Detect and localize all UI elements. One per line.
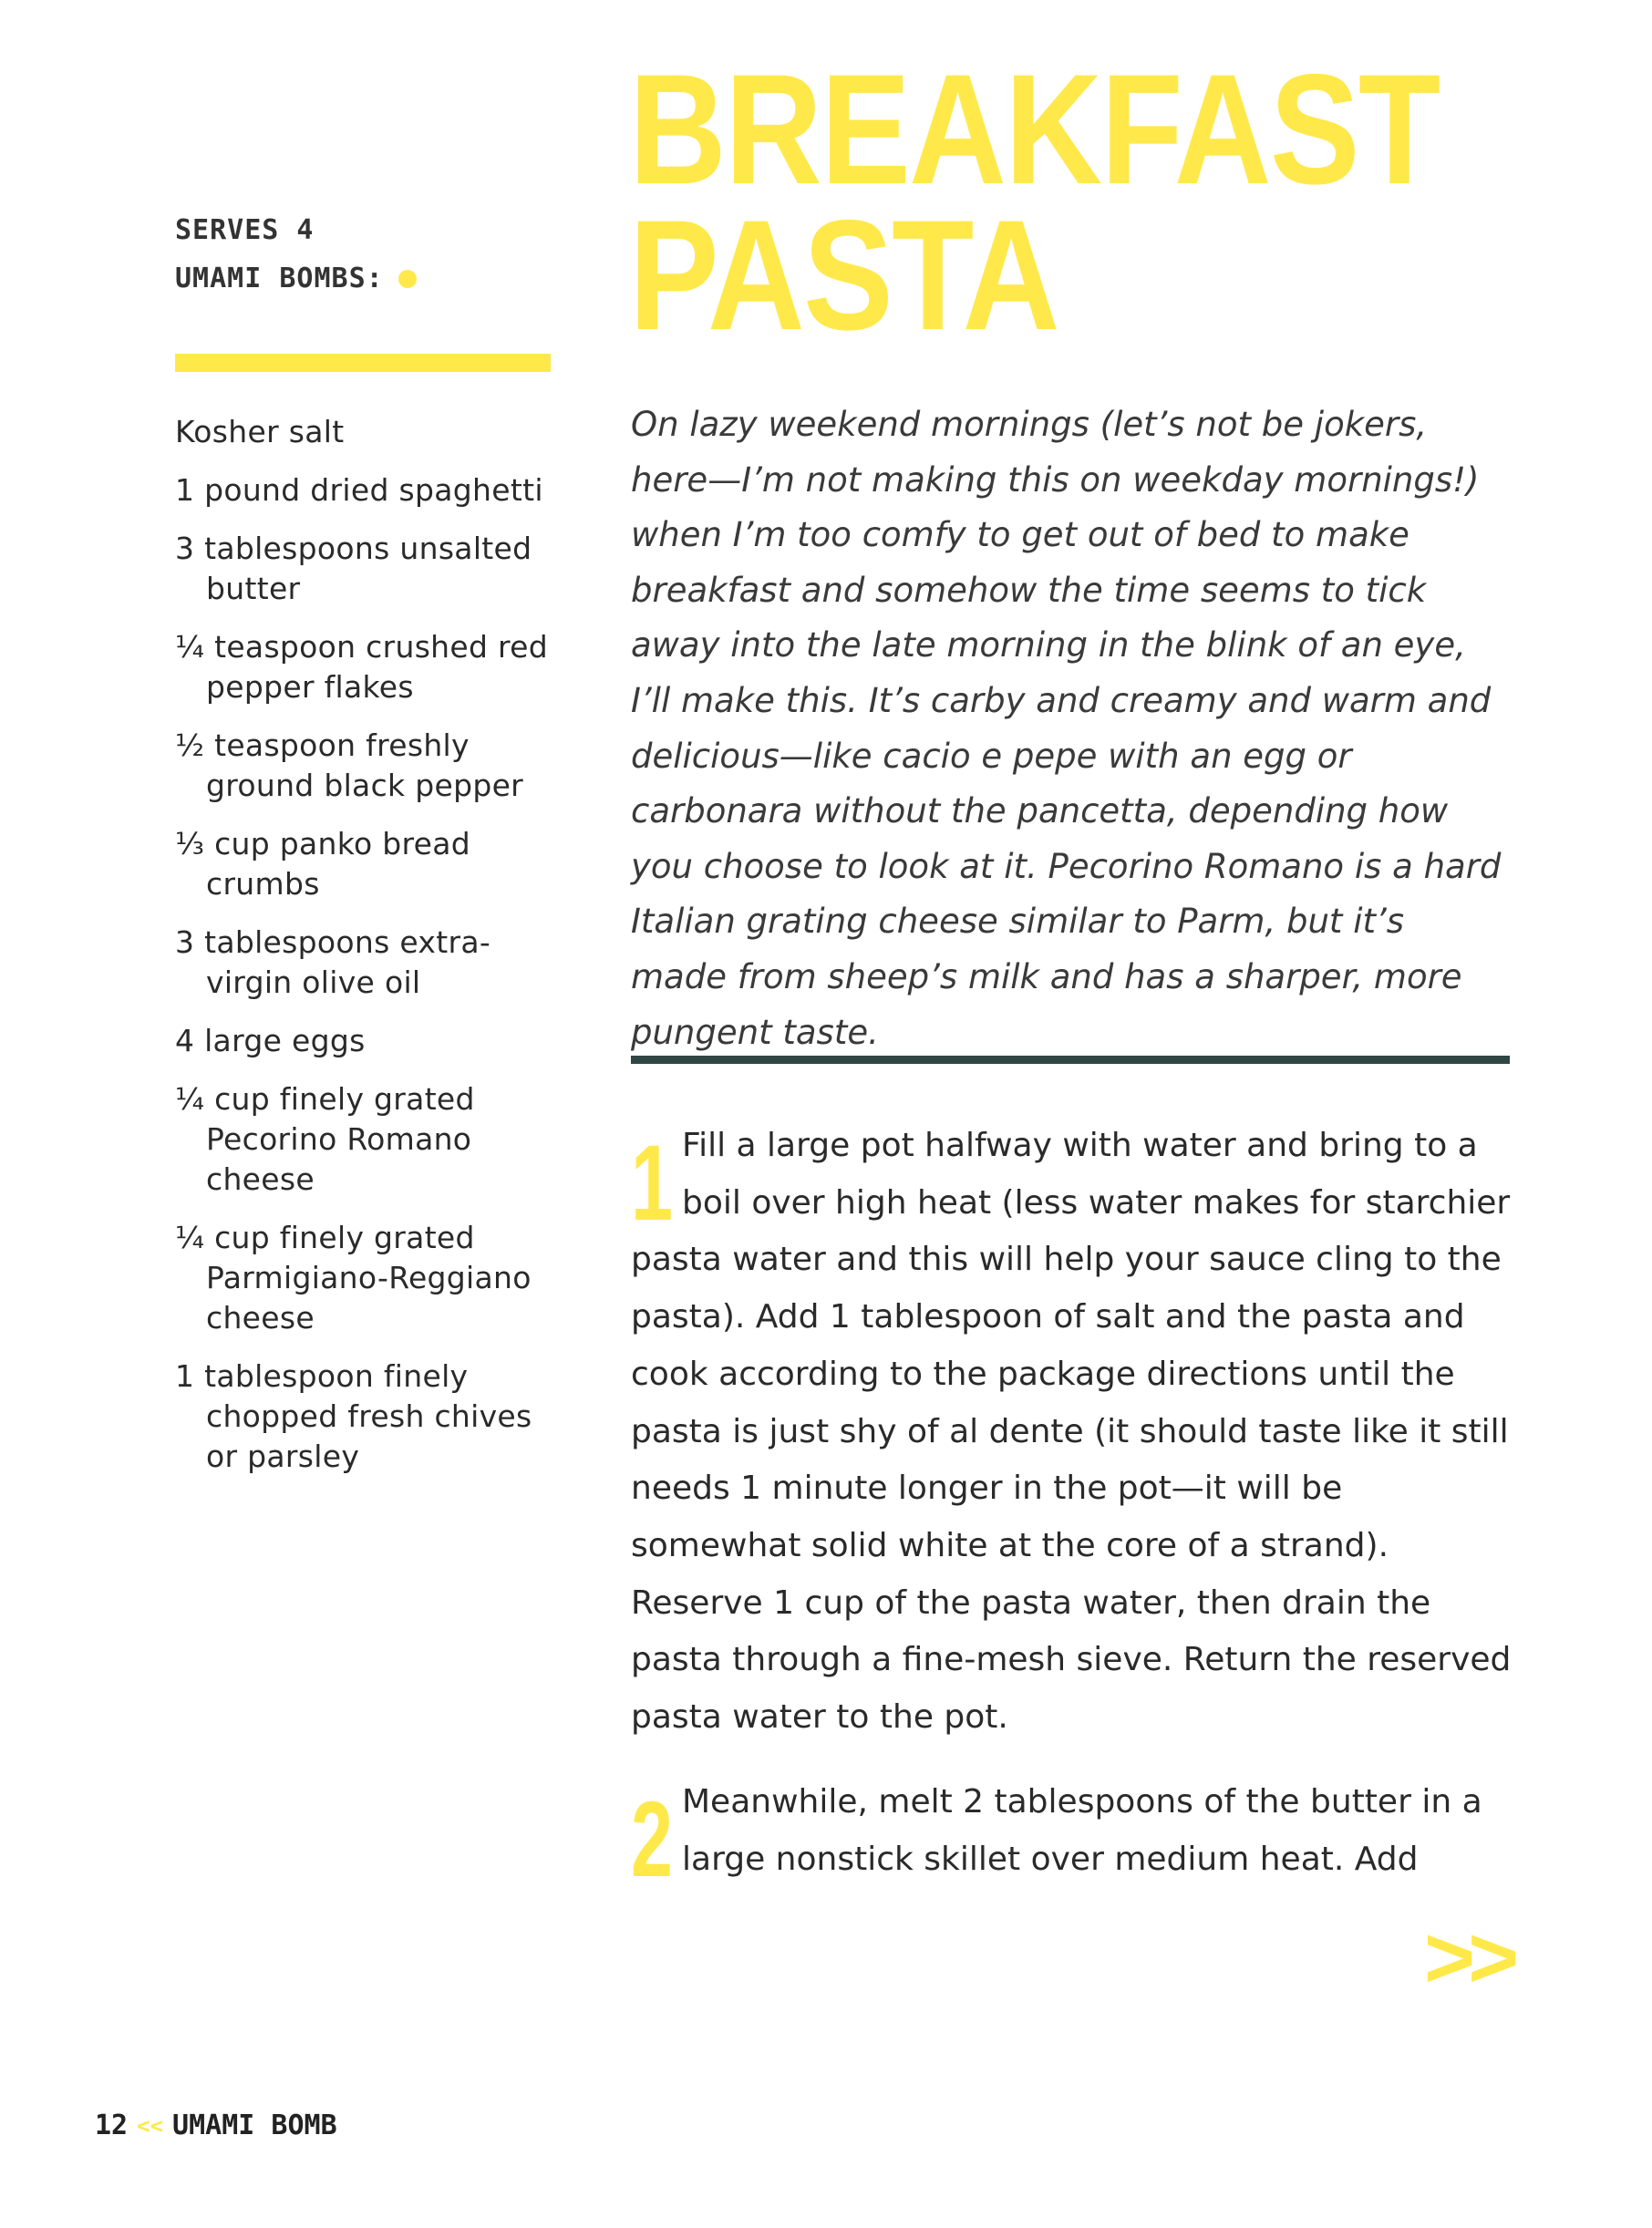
ingredient-item: Kosher salt <box>175 414 345 449</box>
title-line-1: BREAKFAST <box>629 42 1440 217</box>
ingredient-item: ½ teaspoon freshly ground black pepper <box>175 727 524 803</box>
umami-bombs-row <box>175 263 417 294</box>
ingredient-item: ¼ cup finely grated Pecorino Romano cheese <box>175 1081 475 1197</box>
ingredient-item: 3 tablespoons extra-virgin olive oil <box>175 924 491 1000</box>
ingredient-item: 3 tablespoons unsalted butter <box>175 531 532 606</box>
ingredients-divider <box>175 354 551 372</box>
footer-separator-icon: << <box>137 2112 164 2139</box>
step-text: Fill a large pot halfway with water and bring to a boil over high heat (less water makes for starchier pasta water and this will help your sauce cling to the pasta). Add 1 tablespoon of salt and the pasta and cook according to the package directions until the pasta is just shy of al dente (it should taste like it still needs 1 minute longer in the pot—it will be somewhat solid white at the core of a strand). Reserve 1 cup of the pasta water, then drain the pasta through a fine-mesh sieve. Return the reserved pasta water to the pot. <box>631 1127 1512 1737</box>
recipe-meta <box>175 214 417 311</box>
umami-bomb-dot-icon <box>398 270 417 288</box>
step-text: Meanwhile, melt 2 tablespoons of the butter in a large nonstick skillet over medium heat. Add <box>682 1783 1482 1878</box>
step-number: 2 <box>631 1779 673 1900</box>
serves-label: SERVES 4 <box>175 214 315 246</box>
recipe-title <box>629 42 1440 363</box>
step-1 <box>631 1118 1512 1747</box>
book-title: UMAMI BOMB <box>172 2109 337 2141</box>
page-number: 12 <box>95 2109 129 2141</box>
ingredient-item: ¼ cup finely grated Parmigiano-Reggiano cheese <box>175 1220 532 1336</box>
umami-bombs-label: UMAMI BOMBS: <box>175 263 384 294</box>
ingredient-item: 1 pound dried spaghetti <box>175 472 543 508</box>
section-divider <box>631 1056 1510 1064</box>
step-2 <box>631 1774 1512 1900</box>
continued-arrow-icon: >> <box>1424 1909 1513 2006</box>
title-line-2: PASTA <box>629 188 1058 363</box>
ingredient-item: ⅓ cup panko bread crumbs <box>175 826 471 902</box>
recipe-intro: On lazy weekend mornings (let’s not be jokers, here—I’m not making this on weekday mornings!) when I’m too comfy to get out of bed to make breakfast and somehow the time seems to tick away into the late morning in the blink of an eye, I’ll make this. It’s carby and creamy and warm and delicious—like cacio e pepe with an egg or carbonara without the pancetta, depending how you choose to look at it. Pecorino Romano is a hard Italian grating cheese similar to Parm, but it’s made from sheep’s milk and has a sharper, more pungent taste. <box>631 405 1502 1052</box>
ingredient-list <box>175 412 567 1495</box>
ingredient-item: ¼ teaspoon crushed red pepper flakes <box>175 629 549 705</box>
step-number: 1 <box>631 1123 673 1243</box>
page-footer <box>95 2109 337 2141</box>
ingredient-item: 4 large eggs <box>175 1023 366 1058</box>
ingredient-item: 1 tablespoon finely chopped fresh chives or parsley <box>175 1358 532 1474</box>
